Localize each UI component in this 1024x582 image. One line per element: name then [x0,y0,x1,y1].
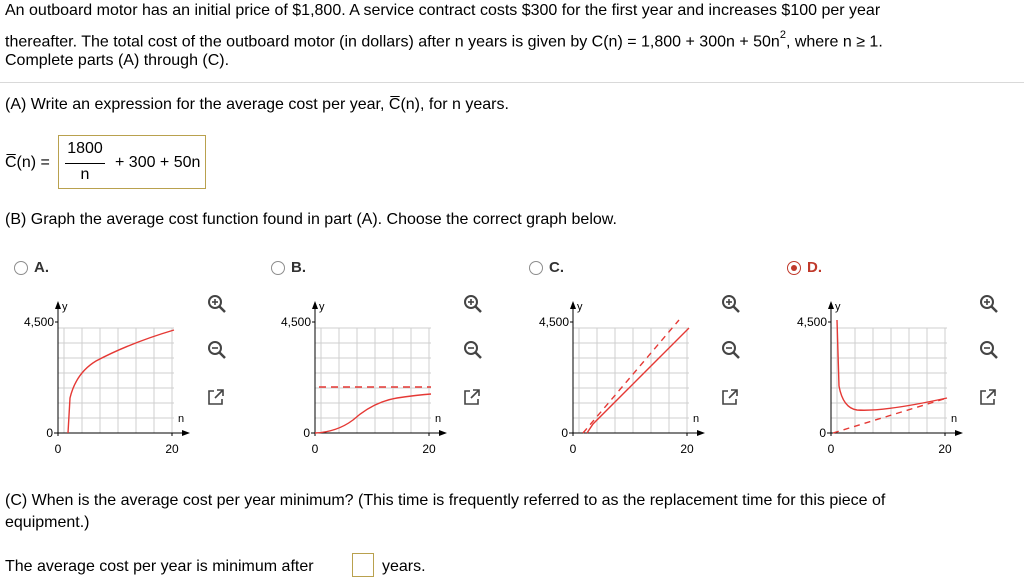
part-a-prompt: (A) Write an expression for the average cost per year, C̅(n), for n years. [5,96,509,113]
graph-a [0,298,200,458]
option-b-radio[interactable] [271,261,285,275]
option-c-radio[interactable] [529,261,543,275]
option-d-label: D. [807,259,822,276]
fraction-bar [65,163,105,164]
graph-b [257,298,457,458]
graph-d-grid [831,328,947,433]
part-c-answer-suffix: years. [382,558,426,575]
part-b-prompt: (B) Graph the average cost function found in part (A). Choose the correct graph below. [5,211,617,228]
option-b-label: B. [291,259,306,276]
problem-line-2 [5,27,883,52]
problem-line-2-end: , where n ≥ 1. [785,33,883,51]
problem-line-2-text: thereafter. The total cost of the outboard motor (in dollars) after n years is given by C(n) = 1,800 + 300n + 50n [5,33,780,51]
graph-d-y-arrow [828,301,834,309]
graph-c-curve [587,328,689,433]
graph-b-x0: 0 [311,442,319,456]
graph-d-x-label: n [951,413,958,425]
graph-a-ymax: 4,500 [23,315,54,329]
part-c-prompt-line-1: (C) When is the average cost per year minimum? (This time is frequently referred to as the replacement time for this piece of [5,492,886,509]
graph-d-x-arrow [955,430,963,436]
zoom-in-icon[interactable] [979,294,999,314]
fraction-denominator: n [80,166,90,183]
graph-b-y0: 0 [303,426,310,440]
divider [0,82,1024,83]
graph-b-grid [315,328,431,433]
popout-icon[interactable] [207,388,225,406]
graph-d-curve [837,320,947,410]
part-c-answer-input[interactable] [352,553,374,577]
option-a-radio[interactable] [14,261,28,275]
fraction-numerator: 1800 [67,140,103,157]
graph-c-y-label: y [577,301,583,313]
graph-c-y0: 0 [561,426,568,440]
exponent: 2 [779,29,786,41]
graph-b-curve [315,394,431,433]
zoom-out-icon[interactable] [979,340,999,360]
problem-line-1: An outboard motor has an initial price of $1,800. A service contract costs $300 for the first year and increases $100 per year [5,2,881,19]
part-a-lhs: C̅(n) = [5,154,50,171]
zoom-out-icon[interactable] [463,340,483,360]
graph-c-xmax: 20 [680,442,694,456]
graph-d-x0: 0 [827,442,835,456]
part-a-rest: + 300 + 50n [115,154,201,171]
graph-a-xmax: 20 [165,442,179,456]
option-d-radio[interactable] [787,261,801,275]
problem-line-3: Complete parts (A) through (C). [5,52,230,69]
option-c-label: C. [549,259,564,276]
graph-d-ymax: 4,500 [796,315,827,329]
graph-a-y-label: y [62,301,68,313]
graph-d [773,298,973,458]
graph-a-y-arrow [55,301,61,309]
graph-b-y-arrow [312,301,318,309]
zoom-in-icon[interactable] [721,294,741,314]
graph-c-ymax: 4,500 [538,315,569,329]
graph-b-xmax: 20 [422,442,436,456]
graph-c-x-label: n [693,413,700,425]
graph-c-x0: 0 [569,442,577,456]
graph-a-grid [58,328,174,433]
graph-c-x-arrow [697,430,705,436]
graph-b-ymax: 4,500 [280,315,311,329]
part-c-answer-prefix: The average cost per year is minimum after [5,558,314,575]
popout-icon[interactable] [463,388,481,406]
option-a-label: A. [34,259,49,276]
graph-b-y-label: y [319,301,325,313]
graph-a-x-arrow [182,430,190,436]
zoom-out-icon[interactable] [207,340,227,360]
graph-c-y-arrow [570,301,576,309]
graph-b-x-arrow [439,430,447,436]
part-c-prompt-line-2: equipment.) [5,514,90,531]
popout-icon[interactable] [979,388,997,406]
graph-d-y0: 0 [819,426,826,440]
popout-icon[interactable] [721,388,739,406]
graph-d-y-label: y [835,301,841,313]
part-a-answer-box[interactable] [58,135,206,189]
graph-a-y0: 0 [46,426,53,440]
zoom-in-icon[interactable] [463,294,483,314]
graph-b-x-label: n [435,413,442,425]
graph-c-grid [573,328,689,433]
graph-a-x0: 0 [54,442,62,456]
zoom-in-icon[interactable] [207,294,227,314]
graph-a-x-label: n [178,413,185,425]
graph-d-xmax: 20 [938,442,952,456]
graph-c [515,298,715,458]
zoom-out-icon[interactable] [721,340,741,360]
